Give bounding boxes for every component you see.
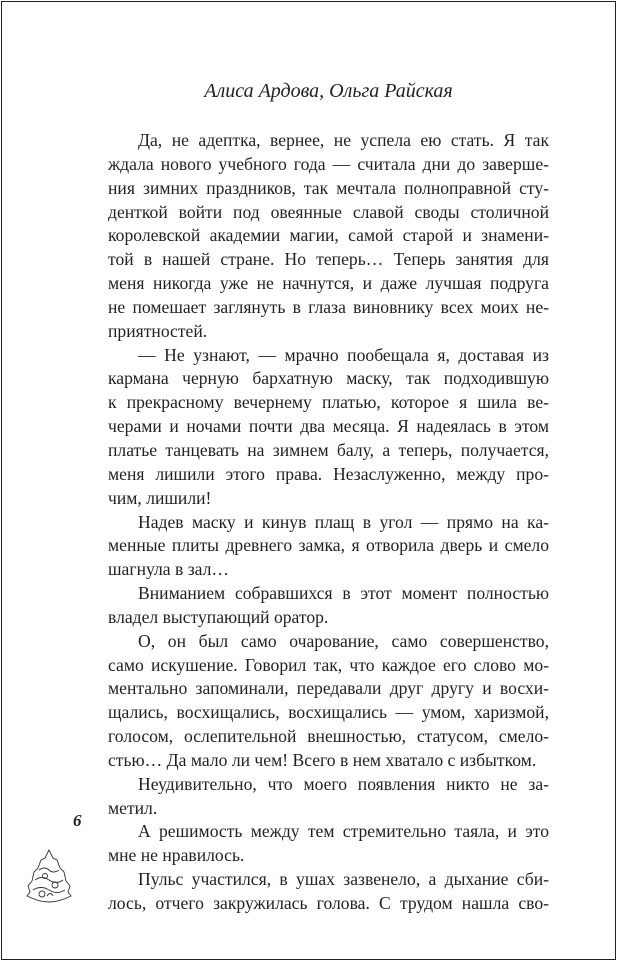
paragraph xyxy=(108,868,549,916)
text-line: щались, восхищались, восхищались — умом, харизмой, xyxy=(108,702,549,723)
text-line: шагнула в зал… xyxy=(108,559,229,580)
text-line: Надев маску и кинув плащ в угол — прямо на ка- xyxy=(138,511,549,532)
body-text xyxy=(108,129,549,916)
text-line: стью… Да мало ли чем! Всего в нем хватало с избытком. xyxy=(108,749,537,770)
text-line: кармана черную бархатную маску, так подходившую xyxy=(108,368,549,389)
text-line: меня лишили этого права. Незаслуженно, между про- xyxy=(108,463,549,484)
running-header: Алиса Ардова, Ольга Райская xyxy=(204,80,453,102)
text-line: не помешает заглянуть в глаза виновнику всех моих не- xyxy=(108,296,549,317)
paragraph xyxy=(108,511,549,583)
text-line: само искушение. Говорил так, что каждое его слово мо- xyxy=(108,654,549,675)
text-line: черами и ночами почти два месяца. Я надеялась в этом xyxy=(108,416,549,437)
text-line: — Не узнают, — мрачно пообещала я, доставая из xyxy=(138,344,549,365)
paragraph xyxy=(108,129,549,344)
text-line: менные плиты древнего замка, я отворила дверь и смело xyxy=(108,535,549,556)
text-line: королевской академии магии, самой старой и знамени- xyxy=(108,225,549,246)
text-line: метил. xyxy=(108,797,158,818)
paragraph xyxy=(108,630,549,773)
text-line: голосом, ослепительной внешностью, статусом, смело- xyxy=(108,726,549,747)
paragraph xyxy=(108,773,549,821)
text-line: А решимость между тем стремительно таяла, и это xyxy=(138,821,549,842)
text-line: меня никогда уже не начнутся, и даже лучшая подруга xyxy=(108,273,549,294)
text-line: Вниманием собравшихся в этот момент полностью xyxy=(138,583,549,604)
text-line: ния зимних праздников, так мечтала полноправной сту- xyxy=(108,177,549,198)
text-line: Пульс участился, в ушах зазвенело, а дыхание сби- xyxy=(138,869,549,890)
text-line: О, он был само очарование, само совершенство, xyxy=(138,630,549,651)
text-line: той в нашей стране. Но теперь… Теперь занятия для xyxy=(108,249,549,270)
text-line: мне не нравилось. xyxy=(108,845,245,866)
text-line: денткой войти под овеянные славой своды столичной xyxy=(108,201,549,222)
text-line: Неудивительно, что моего появления никто не за- xyxy=(138,773,549,794)
text-line: приятностей. xyxy=(108,320,208,341)
paragraph xyxy=(108,820,549,868)
page-number: 6 xyxy=(73,811,82,830)
paragraph xyxy=(108,582,549,630)
text-line: платье танцевать на зимнем балу, а теперь, получается, xyxy=(108,439,549,460)
text-line: Да, не адептка, вернее, не успела ею стать. Я так xyxy=(138,130,549,150)
text-line: владел выступающий оратор. xyxy=(108,606,329,627)
text-line: ментально запоминали, передавали друг другу и восхи- xyxy=(108,678,549,699)
text-line: к прекрасному вечернему платью, которое я шила ве- xyxy=(108,392,549,413)
text-line: чим, лишили! xyxy=(108,487,212,508)
christmas-tree-ornament-icon xyxy=(25,848,73,904)
text-line: лось, отчего закружилась голова. С трудом нашла сво- xyxy=(108,893,549,913)
paragraph xyxy=(108,344,549,511)
text-line: ждала нового учебного года — считала дни до заверше- xyxy=(108,153,549,174)
